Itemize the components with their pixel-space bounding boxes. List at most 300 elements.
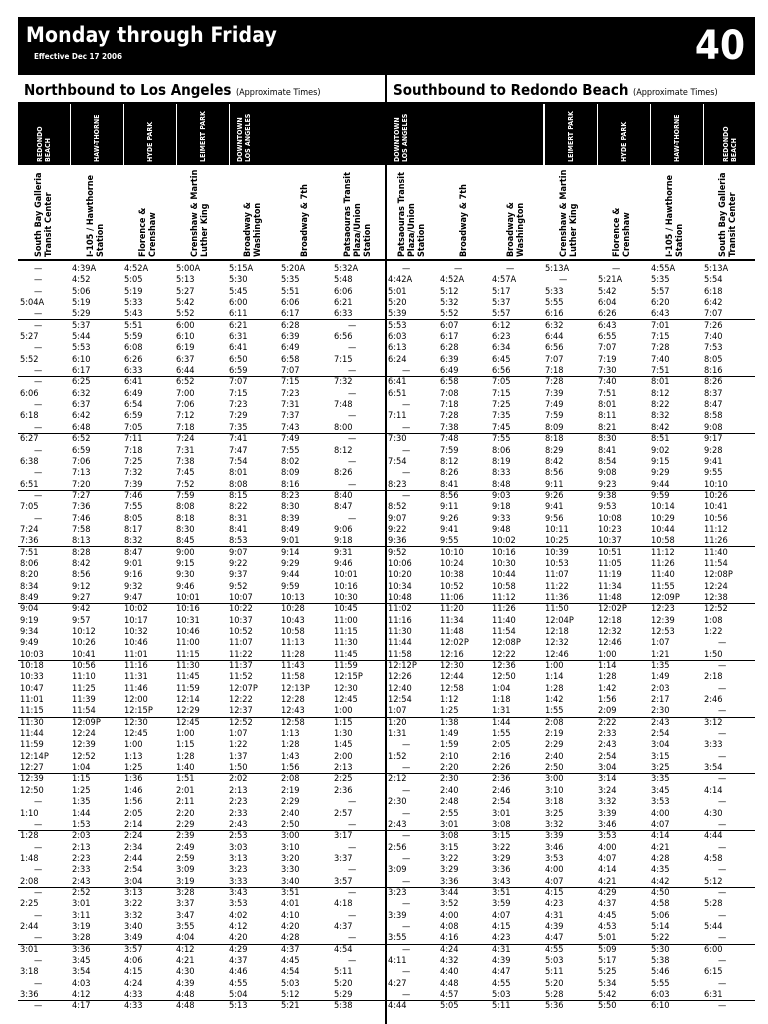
time-cell: 4:15 bbox=[545, 886, 564, 898]
time-cell: 5:51 bbox=[124, 319, 143, 331]
area-header-cell bbox=[18, 103, 70, 165]
time-cell: — bbox=[34, 512, 43, 524]
time-cell: — bbox=[718, 728, 727, 740]
time-cell: 8:42 bbox=[651, 421, 670, 433]
time-cell: 11:46 bbox=[124, 682, 148, 694]
time-cell: 11:30 bbox=[334, 637, 358, 649]
time-cell: 3:43 bbox=[229, 886, 248, 898]
time-cell: 10:06 bbox=[388, 557, 412, 569]
time-cell: — bbox=[34, 818, 43, 830]
time-cell: 2:08 bbox=[20, 875, 39, 887]
time-cell: 7:05 bbox=[20, 501, 39, 513]
time-cell: 6:03 bbox=[651, 989, 670, 1000]
time-cell: 6:10 bbox=[72, 353, 91, 365]
time-cell: 11:12 bbox=[492, 591, 516, 603]
time-cell: 7:40 bbox=[598, 376, 617, 388]
time-cell: 12:12P bbox=[388, 660, 417, 672]
stop-name: Patsaouras Transit Plaza/Union Station bbox=[342, 172, 373, 257]
time-cell: 4:07 bbox=[545, 875, 564, 887]
time-cell: 10:52 bbox=[229, 626, 253, 637]
time-cell: 2:43 bbox=[651, 716, 670, 728]
time-cell: 3:53 bbox=[598, 830, 617, 842]
time-cell: 11:36 bbox=[545, 591, 569, 603]
stop-header-cell bbox=[227, 167, 278, 259]
time-cell: 4:57A bbox=[492, 274, 517, 286]
time-cell: 3:51 bbox=[492, 886, 511, 898]
time-cell: 2:56 bbox=[388, 841, 407, 853]
time-cell: 7:25 bbox=[492, 399, 511, 411]
time-cell: 6:28 bbox=[440, 342, 459, 354]
time-cell: 10:16 bbox=[176, 603, 200, 615]
time-cell: 6:59 bbox=[124, 410, 143, 422]
time-cell: 4:52A bbox=[124, 263, 149, 274]
time-cell: 1:28 bbox=[598, 671, 617, 683]
time-cell: 2:02 bbox=[229, 773, 248, 785]
area-header-label: HYDE PARK bbox=[620, 121, 628, 162]
time-cell: 7:55 bbox=[281, 444, 300, 456]
time-cell: 9:59 bbox=[281, 580, 300, 592]
time-cell: 10:10 bbox=[440, 546, 464, 558]
time-cell: 7:06 bbox=[176, 399, 195, 411]
time-cell: 2:05 bbox=[124, 807, 143, 819]
time-cell: 3:57 bbox=[124, 943, 143, 955]
area-header-label: HAW-THORNE bbox=[673, 114, 681, 162]
time-cell: 3:20 bbox=[281, 852, 300, 864]
time-cell: 1:31 bbox=[388, 728, 407, 740]
time-cell: 3:25 bbox=[545, 807, 564, 819]
time-cell: 8:16 bbox=[704, 365, 723, 377]
time-cell: 8:41 bbox=[598, 444, 617, 456]
time-cell: 2:23 bbox=[229, 796, 248, 808]
time-cell: 12:24 bbox=[704, 580, 728, 592]
time-cell: 4:37 bbox=[598, 898, 617, 910]
time-cell: 10:18 bbox=[20, 660, 44, 672]
time-cell: 3:39 bbox=[598, 807, 617, 819]
time-cell: 4:58 bbox=[651, 898, 670, 910]
time-cell: 3:10 bbox=[545, 784, 564, 796]
time-cell: 10:12 bbox=[72, 626, 96, 637]
time-cell: 6:32 bbox=[545, 319, 564, 331]
time-cell: 1:18 bbox=[492, 694, 511, 706]
time-cell: 1:40 bbox=[176, 762, 195, 774]
time-cell: 3:37 bbox=[334, 852, 353, 864]
time-cell: 7:24 bbox=[20, 523, 39, 535]
time-cell: 1:49 bbox=[440, 728, 459, 740]
time-cell: 7:40 bbox=[704, 331, 723, 343]
time-cell: 4:07 bbox=[492, 909, 511, 921]
northbound-destination: to Los Angeles bbox=[119, 81, 232, 99]
time-cell: 8:29 bbox=[545, 444, 564, 456]
time-cell: 4:23 bbox=[545, 898, 564, 910]
time-cell: 5:05 bbox=[440, 1000, 459, 1012]
time-cell: 5:20 bbox=[545, 977, 564, 989]
time-cell: 3:25 bbox=[651, 762, 670, 774]
time-cell: 9:55 bbox=[440, 535, 459, 547]
route-number: 40 bbox=[694, 23, 745, 69]
time-cell: 8:01 bbox=[651, 376, 670, 388]
time-cell: 3:55 bbox=[176, 920, 195, 932]
time-cell: 5:46 bbox=[651, 966, 670, 978]
time-cell: 4:31 bbox=[492, 943, 511, 955]
time-cell: 1:25 bbox=[124, 762, 143, 774]
stop-header-cell bbox=[18, 167, 69, 259]
time-cell: 3:36 bbox=[72, 943, 91, 955]
time-cell: — bbox=[402, 784, 411, 796]
time-cell: 7:07 bbox=[704, 308, 723, 320]
time-cell: 5:17 bbox=[492, 285, 511, 297]
time-cell: 7:28 bbox=[545, 376, 564, 388]
time-cell: 7:59 bbox=[545, 410, 564, 422]
time-cell: 2:52 bbox=[72, 886, 91, 898]
time-cell: 12:24 bbox=[72, 728, 96, 740]
time-cell: 11:16 bbox=[388, 614, 412, 626]
time-cell: 3:45 bbox=[651, 784, 670, 796]
time-cell: 9:16 bbox=[124, 569, 143, 581]
time-cell: 4:20 bbox=[281, 920, 300, 932]
time-cell: — bbox=[348, 512, 357, 524]
time-cell: 11:48 bbox=[440, 626, 464, 637]
time-cell: 7:18 bbox=[176, 421, 195, 433]
time-cell: 4:47 bbox=[545, 932, 564, 944]
time-cell: 11:20 bbox=[440, 603, 464, 615]
stop-name: Broadway & 7th bbox=[458, 184, 469, 257]
time-cell: 6:07 bbox=[440, 319, 459, 331]
time-cell: 5:28 bbox=[704, 898, 723, 910]
time-cell: — bbox=[402, 263, 411, 274]
time-cell: 5:39 bbox=[388, 308, 407, 320]
time-cell: 11:45 bbox=[334, 648, 358, 660]
time-cell: 5:43 bbox=[124, 308, 143, 320]
time-cell: 6:52 bbox=[72, 433, 91, 445]
time-cell: 3:19 bbox=[176, 875, 195, 887]
time-cell: 1:55 bbox=[492, 728, 511, 740]
time-cell: 10:03 bbox=[20, 648, 44, 660]
time-cell: — bbox=[402, 467, 411, 479]
time-cell: 12:14P bbox=[20, 750, 49, 762]
time-cell: — bbox=[348, 841, 357, 853]
time-cell: 12:08P bbox=[704, 569, 733, 581]
time-cell: 2:08 bbox=[545, 716, 564, 728]
time-cell: 1:15 bbox=[176, 739, 195, 751]
time-cell: 5:20 bbox=[334, 977, 353, 989]
time-cell: 7:48 bbox=[334, 399, 353, 411]
time-cell: 5:57 bbox=[651, 285, 670, 297]
time-cell: 7:45 bbox=[492, 421, 511, 433]
time-cell: 9:11 bbox=[440, 501, 459, 513]
time-cell: 4:08 bbox=[440, 920, 459, 932]
time-cell: 3:12 bbox=[704, 716, 723, 728]
time-cell: 5:53 bbox=[388, 319, 407, 331]
time-cell: 3:18 bbox=[20, 966, 39, 978]
time-cell: 5:33 bbox=[545, 285, 564, 297]
time-cell: 8:18 bbox=[545, 433, 564, 445]
stop-header-cell bbox=[490, 167, 541, 259]
time-cell: 4:46 bbox=[229, 966, 248, 978]
time-cell: — bbox=[348, 796, 357, 808]
time-cell: — bbox=[348, 433, 357, 445]
time-cell: 10:53 bbox=[545, 557, 569, 569]
time-cell: 2:09 bbox=[598, 705, 617, 717]
time-cell: 9:37 bbox=[229, 569, 248, 581]
area-header-cell bbox=[598, 103, 650, 165]
time-cell: 8:21 bbox=[598, 421, 617, 433]
time-cell: 4:02 bbox=[229, 909, 248, 921]
time-cell: 8:13 bbox=[72, 535, 91, 547]
time-cell: 4:18 bbox=[334, 898, 353, 910]
schedule-banner bbox=[18, 17, 755, 75]
time-cell: 7:24 bbox=[176, 433, 195, 445]
time-cell: 5:19 bbox=[124, 285, 143, 297]
time-cell: 6:24 bbox=[388, 353, 407, 365]
time-cell: 8:40 bbox=[334, 489, 353, 501]
time-cell: 10:10 bbox=[704, 478, 728, 490]
time-cell: 3:32 bbox=[598, 796, 617, 808]
time-cell: 4:54 bbox=[334, 943, 353, 955]
time-cell: 5:52 bbox=[20, 353, 39, 365]
time-cell: 4:10 bbox=[281, 909, 300, 921]
time-cell: 5:29 bbox=[334, 989, 353, 1000]
time-cell: 11:30 bbox=[176, 660, 200, 672]
time-cell: 4:50 bbox=[651, 886, 670, 898]
time-cell: 7:47 bbox=[229, 444, 248, 456]
time-cell: 12:22 bbox=[492, 648, 516, 660]
time-cell: — bbox=[454, 263, 463, 274]
time-cell: 8:28 bbox=[72, 546, 91, 558]
stop-name: Crenshaw & Martin Luther King bbox=[189, 169, 210, 257]
time-cell: — bbox=[348, 954, 357, 966]
time-cell: 3:15 bbox=[492, 830, 511, 842]
time-cell: — bbox=[348, 455, 357, 467]
time-cell: 10:48 bbox=[388, 591, 412, 603]
time-cell: 3:54 bbox=[704, 762, 723, 774]
time-cell: 5:27 bbox=[176, 285, 195, 297]
time-cell: 1:50 bbox=[704, 648, 723, 660]
time-cell: 4:35 bbox=[651, 864, 670, 876]
time-cell: 11:26 bbox=[651, 557, 675, 569]
time-cell: 7:18 bbox=[545, 365, 564, 377]
time-cell: 7:52 bbox=[176, 478, 195, 490]
time-cell: — bbox=[402, 966, 411, 978]
time-cell: 11:50 bbox=[545, 603, 569, 615]
time-cell: 11:28 bbox=[281, 648, 305, 660]
time-cell: 9:26 bbox=[545, 489, 564, 501]
time-cell: 11:00 bbox=[334, 614, 358, 626]
time-cell: 3:35 bbox=[651, 773, 670, 785]
time-cell: 4:14 bbox=[651, 830, 670, 842]
time-cell: 8:53 bbox=[229, 535, 248, 547]
time-cell: 11:40 bbox=[651, 569, 675, 581]
time-cell: 2:54 bbox=[124, 864, 143, 876]
time-cell: — bbox=[34, 864, 43, 876]
time-cell: 5:13A bbox=[704, 263, 729, 274]
time-cell: 1:04 bbox=[72, 762, 91, 774]
time-cell: 5:13A bbox=[545, 263, 570, 274]
time-cell: 7:11 bbox=[124, 433, 143, 445]
time-cell: 6:26 bbox=[598, 308, 617, 320]
time-cell: 8:58 bbox=[704, 410, 723, 422]
time-cell: 3:55 bbox=[388, 932, 407, 944]
time-cell: 3:03 bbox=[229, 841, 248, 853]
time-cell: 10:28 bbox=[281, 603, 305, 615]
time-cell: 7:38 bbox=[440, 421, 459, 433]
time-cell: 3:18 bbox=[545, 796, 564, 808]
time-cell: 11:45 bbox=[176, 671, 200, 683]
time-cell: — bbox=[402, 365, 411, 377]
time-cell: 4:48 bbox=[176, 1000, 195, 1012]
time-cell: — bbox=[348, 818, 357, 830]
time-cell: 1:25 bbox=[440, 705, 459, 717]
time-cell: 7:26 bbox=[704, 319, 723, 331]
time-cell: — bbox=[34, 263, 43, 274]
time-cell: 12:15P bbox=[124, 705, 153, 717]
time-cell: 11:31 bbox=[124, 671, 148, 683]
time-cell: 10:46 bbox=[124, 637, 148, 649]
area-header-label: HAW-THORNE bbox=[93, 114, 101, 162]
time-cell: 4:32 bbox=[440, 954, 459, 966]
time-cell: 7:39 bbox=[545, 387, 564, 399]
time-cell: 12:50 bbox=[492, 671, 516, 683]
time-cell: 6:56 bbox=[334, 331, 353, 343]
time-cell: 5:42 bbox=[176, 297, 195, 309]
time-cell: 11:12 bbox=[651, 546, 675, 558]
time-cell: 6:56 bbox=[545, 342, 564, 354]
time-cell: 8:11 bbox=[598, 410, 617, 422]
time-cell: 3:30 bbox=[281, 864, 300, 876]
time-cell: 1:56 bbox=[281, 762, 300, 774]
time-cell: 12:39 bbox=[651, 614, 675, 626]
time-cell: 2:19 bbox=[545, 728, 564, 740]
time-cell: 7:11 bbox=[388, 410, 407, 422]
time-cell: 12:30 bbox=[334, 682, 358, 694]
time-cell: 5:03 bbox=[281, 977, 300, 989]
time-cell: 8:30 bbox=[281, 501, 300, 513]
time-cell: 9:14 bbox=[281, 546, 300, 558]
area-header-label: DOWNTOWN LOS ANGELES bbox=[393, 113, 409, 162]
time-cell: 7:48 bbox=[440, 433, 459, 445]
time-cell: — bbox=[718, 977, 727, 989]
time-cell: — bbox=[34, 932, 43, 944]
time-cell: 3:52 bbox=[440, 898, 459, 910]
time-cell: 9:41 bbox=[440, 523, 459, 535]
time-cell: 11:19 bbox=[598, 569, 622, 581]
time-cell: 9:04 bbox=[20, 603, 39, 615]
time-cell: 3:01 bbox=[20, 943, 39, 955]
time-cell: 2:46 bbox=[704, 694, 723, 706]
time-cell: 6:58 bbox=[281, 353, 300, 365]
time-cell: 5:52 bbox=[176, 308, 195, 320]
time-cell: 5:05 bbox=[124, 274, 143, 286]
time-cell: 7:51 bbox=[20, 546, 39, 558]
time-cell: 10:58 bbox=[651, 535, 675, 547]
time-cell: 8:18 bbox=[176, 512, 195, 524]
time-cell: 2:43 bbox=[229, 818, 248, 830]
time-cell: 8:00 bbox=[334, 421, 353, 433]
time-cell: 12:28 bbox=[281, 694, 305, 706]
time-cell: 4:12 bbox=[229, 920, 248, 932]
time-cell: 8:01 bbox=[229, 467, 248, 479]
time-cell: 4:28 bbox=[651, 852, 670, 864]
time-cell: 6:32 bbox=[72, 387, 91, 399]
time-cell: 2:43 bbox=[388, 818, 407, 830]
time-cell: 9:52 bbox=[388, 546, 407, 558]
northbound-note: (Approximate Times) bbox=[235, 88, 321, 98]
time-cell: 8:45 bbox=[176, 535, 195, 547]
time-cell: 4:53 bbox=[598, 920, 617, 932]
time-cell: 3:47 bbox=[176, 909, 195, 921]
time-cell: 6:49 bbox=[124, 387, 143, 399]
time-cell: 6:21 bbox=[229, 319, 248, 331]
time-cell: 7:43 bbox=[281, 421, 300, 433]
time-cell: 10:01 bbox=[176, 591, 200, 603]
time-cell: 2:29 bbox=[545, 739, 564, 751]
time-cell: 9:26 bbox=[440, 512, 459, 524]
time-cell: 4:01 bbox=[281, 898, 300, 910]
time-cell: 4:16 bbox=[440, 932, 459, 944]
time-cell: 10:30 bbox=[492, 557, 516, 569]
time-cell: 9:59 bbox=[651, 489, 670, 501]
time-cell: — bbox=[402, 421, 411, 433]
time-cell: 4:48 bbox=[440, 977, 459, 989]
time-cell: 3:53 bbox=[229, 898, 248, 910]
time-cell: — bbox=[559, 274, 568, 286]
time-cell: 2:54 bbox=[492, 796, 511, 808]
time-cell: 1:07 bbox=[388, 705, 407, 717]
time-cell: 3:14 bbox=[598, 773, 617, 785]
time-cell: 4:30 bbox=[704, 807, 723, 819]
time-cell: — bbox=[718, 796, 727, 808]
time-cell: 8:47 bbox=[704, 399, 723, 411]
time-cell: — bbox=[402, 943, 411, 955]
time-cell: 4:39 bbox=[176, 977, 195, 989]
time-cell: 9:41 bbox=[704, 455, 723, 467]
time-cell: 2:23 bbox=[72, 852, 91, 864]
time-cell: — bbox=[34, 954, 43, 966]
time-cell: 8:23 bbox=[388, 478, 407, 490]
time-cell: 4:52 bbox=[72, 274, 91, 286]
time-cell: 9:06 bbox=[334, 523, 353, 535]
time-cell: — bbox=[348, 387, 357, 399]
time-cell: — bbox=[612, 263, 621, 274]
time-cell: 7:07 bbox=[545, 353, 564, 365]
time-cell: 10:51 bbox=[598, 546, 622, 558]
time-cell: 8:56 bbox=[72, 569, 91, 581]
time-cell: 1:50 bbox=[229, 762, 248, 774]
time-cell: 9:55 bbox=[704, 467, 723, 479]
time-cell: 8:48 bbox=[492, 478, 511, 490]
time-cell: 6:04 bbox=[598, 297, 617, 309]
area-header-label: REDONDO BEACH bbox=[721, 126, 738, 162]
time-cell: 11:01 bbox=[20, 694, 44, 706]
southbound-heading bbox=[393, 80, 718, 99]
stop-name: Florence & Crenshaw bbox=[137, 207, 158, 257]
time-cell: 2:26 bbox=[492, 762, 511, 774]
time-cell: 6:42 bbox=[72, 410, 91, 422]
time-cell: — bbox=[506, 263, 515, 274]
time-cell: 3:04 bbox=[124, 875, 143, 887]
time-cell: 10:43 bbox=[281, 614, 305, 626]
time-cell: 1:51 bbox=[176, 773, 195, 785]
time-cell: 10:07 bbox=[229, 591, 253, 603]
time-cell: 8:49 bbox=[20, 591, 39, 603]
time-cell: 7:53 bbox=[704, 342, 723, 354]
time-cell: 2:01 bbox=[176, 784, 195, 796]
time-cell: — bbox=[718, 932, 727, 944]
time-cell: 11:26 bbox=[704, 535, 728, 547]
time-cell: 2:13 bbox=[334, 762, 353, 774]
time-cell: 5:35 bbox=[281, 274, 300, 286]
time-cell: 12:37 bbox=[229, 705, 253, 717]
time-cell: 5:04A bbox=[20, 297, 45, 309]
